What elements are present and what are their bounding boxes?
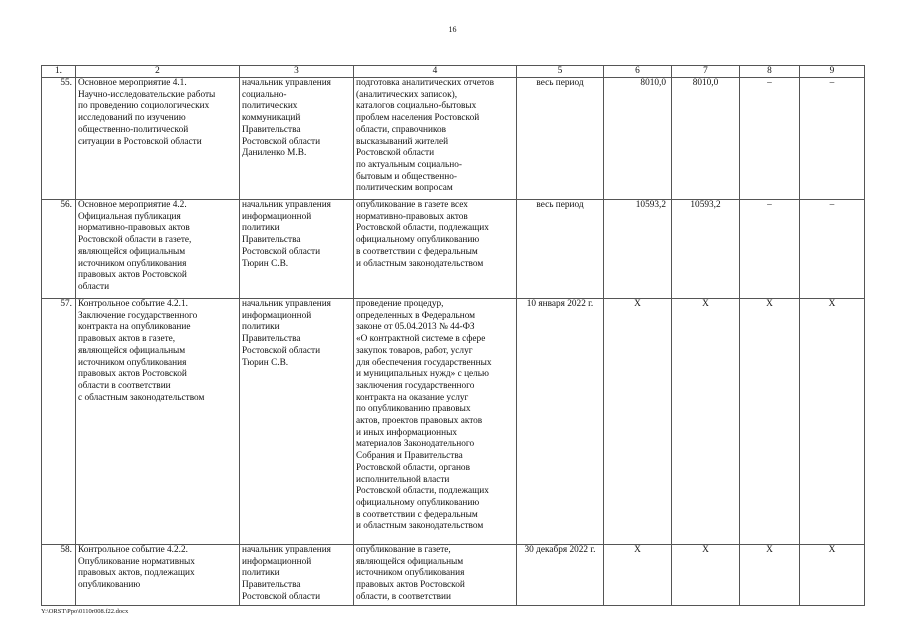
header-cell: 7 — [672, 66, 740, 78]
responsible-cell: начальник управления информационной политики Правительства Ростовской области Тюрин С.В. — [240, 200, 354, 299]
header-cell: 5 — [517, 66, 604, 78]
header-cell: 2 — [76, 66, 240, 78]
event-cell: Контрольное событие 4.2.2. Опубликование нормативных правовых актов, подлежащих опубликованию — [76, 545, 240, 606]
responsible-cell: начальник управления информационной политики Правительства Ростовской области Тюрин С.В. — [240, 299, 354, 545]
header-cell: 3 — [240, 66, 354, 78]
table-row — [42, 299, 865, 545]
result-cell: опубликование в газете всех нормативно-правовых актов Ростовской области, подлежащих официальному опубликованию в соответствии с федеральным и областным законодательством — [354, 200, 517, 299]
header-cell: 8 — [740, 66, 800, 78]
header-cell: 9 — [800, 66, 865, 78]
row-number: 57. — [42, 299, 76, 545]
amount-cell: Х — [672, 545, 740, 606]
responsible-cell: начальник управления информационной политики Правительства Ростовской области — [240, 545, 354, 606]
amount-cell: Х — [672, 299, 740, 545]
header-cell: 6 — [604, 66, 672, 78]
amount-cell: Х — [800, 299, 865, 545]
date-cell: весь период — [517, 200, 604, 299]
amount-cell: Х — [740, 545, 800, 606]
result-cell: подготовка аналитических отчетов (аналитических записок), каталогов социально-бытовых проблем населения Ростовской области, справочников высказываний жителей Ростовской области по актуальным социально- бытовым и общественно- политическим вопросам — [354, 78, 517, 200]
amount-cell: 10593,2 — [604, 200, 672, 299]
amount-cell: – — [800, 78, 865, 200]
amount-cell: Х — [800, 545, 865, 606]
result-cell: опубликование в газете, являющейся официальным источником опубликования правовых актов Ростовской области, в соответствии — [354, 545, 517, 606]
page-number: 16 — [448, 25, 457, 34]
amount-cell: 10593,2 — [672, 200, 740, 299]
event-cell: Контрольное событие 4.2.1. Заключение государственного контракта на опубликование правовых актов в газете, являющейся официальным источником опубликования правовых актов Ростовской области в соответствии с областным законодательством — [76, 299, 240, 545]
date-cell: весь период — [517, 78, 604, 200]
amount-cell: Х — [604, 299, 672, 545]
amount-cell: Х — [604, 545, 672, 606]
table-header-row — [42, 66, 865, 78]
header-cell: 4 — [354, 66, 517, 78]
result-cell: проведение процедур, определенных в Федеральном законе от 05.04.2013 № 44-ФЗ «О контрактной системе в сфере закупок товаров, работ, услуг для обеспечения государственных и муниципальных нужд» с целью заключения государственного контракта на оказание услуг по опубликованию правовых актов, проектов правовых актов и иных информационных материалов Законодательного Собрания и Правительства Ростовской области, органов исполнительной власти Ростовской области, подлежащих официальному опубликованию в соответствии с федеральным и областным законодательством — [354, 299, 517, 545]
date-cell: 10 января 2022 г. — [517, 299, 604, 545]
table-row — [42, 78, 865, 200]
header-cell: 1. — [42, 66, 76, 78]
table-row — [42, 200, 865, 299]
file-path-footer: Y:\ORST\Ppo\0110r008.f22.docx — [41, 608, 129, 615]
responsible-cell: начальник управления социально- политических коммуникаций Правительства Ростовской области Даниленко М.В. — [240, 78, 354, 200]
amount-cell: 8010,0 — [672, 78, 740, 200]
event-cell: Основное мероприятие 4.2. Официальная публикация нормативно-правовых актов Ростовской области в газете, являющейся официальным источником опубликования правовых актов Ростовской области — [76, 200, 240, 299]
amount-cell: – — [740, 200, 800, 299]
row-number: 56. — [42, 200, 76, 299]
row-number: 58. — [42, 545, 76, 606]
row-number: 55. — [42, 78, 76, 200]
amount-cell: – — [740, 78, 800, 200]
amount-cell: – — [800, 200, 865, 299]
plan-table — [41, 65, 865, 606]
table-row — [42, 545, 865, 606]
amount-cell: 8010,0 — [604, 78, 672, 200]
date-cell: 30 декабря 2022 г. — [517, 545, 604, 606]
amount-cell: Х — [740, 299, 800, 545]
event-cell: Основное мероприятие 4.1. Научно-исследовательские работы по проведению социологических исследований по изучению общественно-политической ситуации в Ростовской области — [76, 78, 240, 200]
